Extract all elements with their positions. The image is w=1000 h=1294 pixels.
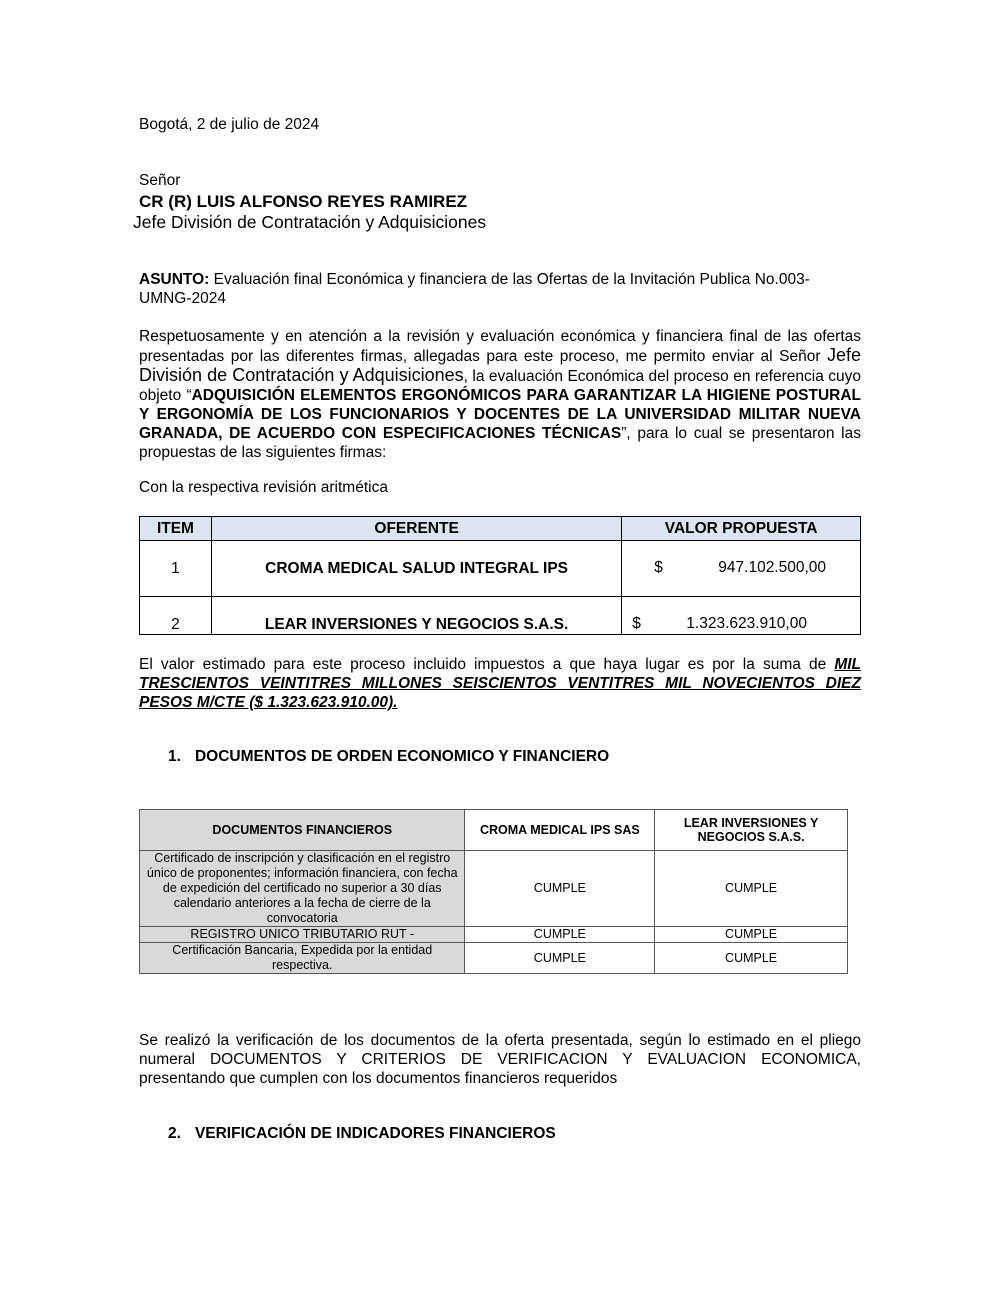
- table-row: [140, 927, 848, 943]
- offers-header-value: VALOR PROPUESTA: [622, 517, 861, 541]
- table-row: [140, 851, 848, 927]
- docs-header-row: [140, 810, 848, 851]
- doc-status-croma: CUMPLE: [465, 927, 655, 943]
- doc-name: REGISTRO UNICO TRIBUTARIO RUT -: [140, 927, 465, 943]
- docs-header-documents: DOCUMENTOS FINANCIEROS: [140, 810, 465, 851]
- body-part2: Jefe División de Contratación y Adquisiciones: [139, 345, 861, 385]
- offer-currency: $: [654, 558, 663, 576]
- section1-heading: [168, 748, 609, 766]
- financial-docs-table: [139, 809, 848, 974]
- offer-bidder: LEAR INVERSIONES Y NEGOCIOS S.A.S.: [211, 597, 621, 635]
- contract-object: ADQUISICIÓN ELEMENTOS ERGONÓMICOS PARA GARANTIZAR LA HIGIENE POSTURAL Y ERGONOMÍA DE LOS FUNCIONARIOS Y DOCENTES DE LA UNIVERSIDAD MILITAR NUEVA GRANADA, DE ACUERDO CON ESPECIFICACIONES TÉCNICAS: [139, 387, 861, 442]
- doc-status-lear: CUMPLE: [655, 927, 848, 943]
- offer-value-cell: [622, 541, 861, 597]
- body-part1: Respetuosamente y en atención a la revisión y evaluación económica y financiera final de las ofertas presentadas por las diferentes firmas, allegadas para este proceso, me permito enviar al Señor: [139, 328, 861, 365]
- offer-value: 1.323.623.910,00: [686, 615, 807, 632]
- offers-header-bidder: OFERENTE: [211, 517, 621, 541]
- subject-text: Evaluación final Económica y financiera de las Ofertas de la Invitación Publica No.003-UMNG-2024: [139, 271, 810, 307]
- table-row: [140, 541, 861, 597]
- docs-header-lear: LEAR INVERSIONES Y NEGOCIOS S.A.S.: [655, 810, 848, 851]
- offer-item: 2: [140, 597, 212, 635]
- estimate-paragraph: [139, 655, 861, 712]
- body-part4: ”, para lo cual se presentaron las propuestas de las siguientes firmas:: [139, 425, 861, 461]
- estimate-text: El valor estimado para este proceso incluido impuestos a que haya lugar es por la suma de: [139, 656, 835, 673]
- estimate-amount: MIL TRESCIENTOS VEINTITRES MILLONES SEISCIENTOS VENTITRES MIL NOVECIENTOS DIEZ PESOS M/CTE ($ 1.323.623.910.00).: [139, 656, 861, 711]
- verification-paragraph: Se realizó la verificación de los documentos de la oferta presentada, según lo estimado en el pliego numeral DOCUMENTOS Y CRITERIOS DE VERIFICACION Y EVALUACION ECONOMICA, presentando que cumplen con los documentos financieros requeridos: [139, 1032, 861, 1087]
- recipient-title: Jefe División de Contratación y Adquisiciones: [133, 212, 487, 232]
- arithmetic-note: Con la respectiva revisión aritmética: [139, 479, 388, 496]
- doc-status-croma: CUMPLE: [465, 943, 655, 974]
- recipient-name: CR (R) LUIS ALFONSO REYES RAMIREZ: [139, 192, 468, 211]
- body-part3: , la evaluación Económica del proceso en referencia cuyo objeto “: [139, 368, 861, 404]
- offer-item: 1: [140, 541, 212, 597]
- doc-status-lear: CUMPLE: [655, 943, 848, 974]
- letter-date: Bogotá, 2 de julio de 2024: [139, 116, 320, 133]
- section1-title: DOCUMENTOS DE ORDEN ECONOMICO Y FINANCIERO: [194, 748, 610, 765]
- offers-header-item: ITEM: [140, 517, 212, 541]
- doc-status-croma: CUMPLE: [465, 851, 655, 927]
- offer-bidder: CROMA MEDICAL SALUD INTEGRAL IPS: [211, 541, 621, 597]
- body-paragraph: [139, 327, 861, 462]
- section2-heading: [168, 1125, 556, 1143]
- docs-header-croma: CROMA MEDICAL IPS SAS: [465, 810, 655, 851]
- table-row: [140, 943, 848, 974]
- offers-header-row: [140, 517, 861, 541]
- offer-value-cell: [622, 597, 861, 635]
- salutation: Señor: [139, 172, 181, 189]
- doc-name: Certificado de inscripción y clasificación en el registro único de proponentes; información financiera, con fecha de expedición del certificado no superior a 30 días calendario anteriores a la fecha de cierre de la convocatoria: [140, 851, 465, 927]
- doc-name: Certificación Bancaria, Expedida por la entidad respectiva.: [140, 943, 465, 974]
- section2-title: VERIFICACIÓN DE INDICADORES FINANCIEROS: [194, 1125, 556, 1142]
- offer-value: 947.102.500,00: [718, 558, 827, 576]
- offer-currency: $: [632, 615, 641, 632]
- table-row: [140, 597, 861, 635]
- doc-status-lear: CUMPLE: [655, 851, 848, 927]
- subject-paragraph: [139, 270, 861, 308]
- section2-number: 2.: [168, 1125, 181, 1142]
- subject-label: ASUNTO:: [139, 271, 210, 288]
- section1-number: 1.: [168, 748, 181, 765]
- offers-table: [139, 516, 861, 635]
